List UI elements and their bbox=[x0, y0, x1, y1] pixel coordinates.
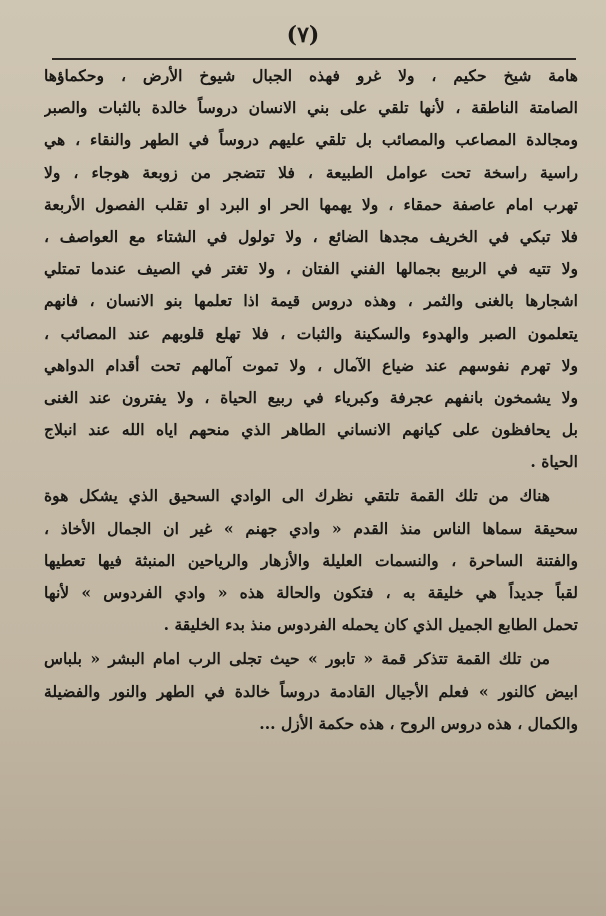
text-line: والكمال ، هذه دروس الروح ، هذه حكمة الأزل ... bbox=[259, 713, 578, 733]
text-line: فلا تبكي في الخريف مجدها الضائع ، ولا تولول في الشتاء مع العواصف ، bbox=[44, 226, 578, 246]
text-line: ومجالدة المصاعب والمصائب بل تلقي عليهم دروساً في الطهر والنقاء ، هي bbox=[44, 130, 578, 150]
text-line: ولا يشمخون بانفهم عجرفة وكبرياء في ربيع الحياة ، ولا يفترون عند الغنى bbox=[44, 387, 578, 407]
text-line: تهرب امام عاصفة حمقاء ، ولا يهمها الحر او البرد او تقلب الفصول الأربعة bbox=[44, 194, 578, 214]
page-number: (٧) bbox=[286, 22, 320, 48]
text-line: الصامتة الناطقة ، لأنها تلقي على بني الانسان دروساً خالدة بالثبات والصبر bbox=[44, 98, 578, 118]
text-line: بل يحافظون على كيانهم الانساني الطاهر الذي منحهم اياه الله عند انبلاج bbox=[44, 420, 578, 440]
text-line: سحيقة سماها الناس منذ القدم « وادي جهنم » غير ان الجمال الأخاذ ، bbox=[44, 518, 578, 538]
text-line: من تلك القمة تتذكر قمة « تابور » حيث تجلى الرب امام البشر « بلباس bbox=[44, 649, 550, 669]
page-body bbox=[44, 60, 578, 740]
text-line: ولا تهرم نفوسهم عند ضياع الآمال ، ولا تموت آمالهم تحت أقدام الدواهي bbox=[44, 355, 578, 375]
paragraph-3 bbox=[44, 643, 578, 740]
text-line: والفتنة الساحرة ، والنسمات العليلة والأزهار والرياحين المنبثة فيها تعطيها bbox=[44, 550, 578, 570]
text-line: راسية راسخة تحت عوامل الطبيعة ، فلا تتضجر من زوبعة هوجاء ، ولا bbox=[44, 162, 578, 182]
text-line: ولا تتيه في الربيع بجمالها الفني الفتان ، ولا تغتر في الصيف عندما تمتلي bbox=[44, 259, 578, 279]
text-line: اشجارها بالغنى والثمر ، وهذه دروس قيمة اذا تعلمها بنو الانسان ، فانهم bbox=[44, 291, 578, 311]
text-line: الحياة . bbox=[530, 452, 578, 472]
text-line: لقباً جديداً هي خليقة به ، فتكون والحالة هذه « وادي الفردوس » لأنها bbox=[44, 583, 578, 602]
text-line: هناك من تلك القمة تلتقي نظرك الى الوادي السحيق الذي يشكل هوة bbox=[44, 486, 550, 506]
paragraph-1 bbox=[44, 60, 578, 478]
text-line: ابيض كالنور » فعلم الأجيال القادمة دروساً خالدة في الطهر والنور والفضيلة bbox=[44, 681, 578, 701]
text-line: تحمل الطابع الجميل الذي كان يحمله الفردوس منذ بدء الخليقة . bbox=[163, 615, 578, 635]
paragraph-2 bbox=[44, 480, 578, 641]
text-line: هامة شيخ حكيم ، ولا غرو فهذه الجبال شيوخ الأرض ، وحكماؤها bbox=[44, 66, 578, 85]
text-line: يتعلمون الصبر والهدوء والسكينة والثبات ، فلا تهلع قلوبهم عند المصائب ، bbox=[44, 323, 578, 343]
